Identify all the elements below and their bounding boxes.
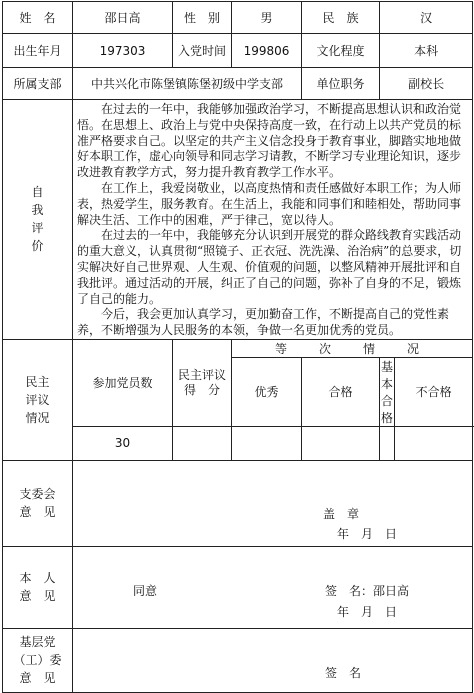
democratic-label-line: 民主 bbox=[25, 374, 50, 389]
grade-basic-value bbox=[380, 426, 395, 460]
branch-opinion-row bbox=[3, 460, 473, 546]
position-label: 单位职务 bbox=[302, 68, 380, 100]
personal-date-text: 年 月 日 bbox=[337, 604, 398, 619]
basic-info-row-1 bbox=[3, 2, 473, 34]
democratic-label-line: 情况 bbox=[25, 410, 50, 425]
grassroots-opinion-content bbox=[73, 628, 473, 692]
name-value: 邵日高 bbox=[73, 2, 173, 34]
stamp-text: 盖 章 bbox=[323, 506, 360, 521]
branch-label: 所属支部 bbox=[3, 68, 73, 100]
grade-unqualified-label: 不合格 bbox=[395, 357, 473, 426]
democratic-label-line: 评议 bbox=[25, 392, 50, 407]
participants-value: 30 bbox=[73, 426, 173, 460]
self-eval-paragraph: 在过去的一年中，我能够充分认识到开展党的群众路线教育实践活动的重大意义，认真贯彻“照镜子、正衣冠、洗洗澡、治治病”的总要求，切实解决好自己世界观、人生观、价值观的问题，以整风精神开展批评和自我批评。通过活动的开展，纠正了自己的问题，弥补了自身的不足，锻炼了自己的能力。 bbox=[77, 228, 462, 306]
gender-label: 性 别 bbox=[173, 2, 232, 34]
branch-opinion-content bbox=[73, 460, 473, 546]
basic-info-row-2 bbox=[3, 34, 473, 68]
branch-opinion-label-line: 意 见 bbox=[19, 505, 56, 520]
grassroots-opinion-label-line: （工）委 bbox=[13, 653, 62, 668]
gender-value: 男 bbox=[232, 2, 302, 34]
personal-opinion-label-line: 意 见 bbox=[19, 589, 56, 604]
join-date-label: 入党时间 bbox=[173, 34, 232, 68]
position-value: 副校长 bbox=[380, 68, 473, 100]
self-eval-paragraph: 在过去的一年中，我能够加强政治学习，不断提高思想认识和政治觉悟。在思想上、政治上与党中央保持高度一致，在行动上以共产党员的标准严格要求自己。以坚定的共产主义信念投身于教育事业，脚踏实地地做好本职工作，虚心向领导和同志学习请教，不断学习专业理论知识，逐步改进教育教学方式，努力提升教育教学工作水平。 bbox=[77, 102, 462, 180]
personal-opinion-label bbox=[3, 546, 73, 628]
personal-opinion-content bbox=[73, 546, 473, 628]
grade-excellent-label: 优秀 bbox=[232, 357, 302, 426]
ethnicity-value: 汉 bbox=[380, 2, 473, 34]
self-evaluation-row bbox=[3, 100, 473, 340]
personal-opinion-text: 同意 bbox=[133, 583, 158, 598]
score-label-line: 民主评议 bbox=[178, 367, 227, 382]
education-value: 本科 bbox=[380, 34, 473, 68]
participants-label: 参加党员数 bbox=[73, 339, 173, 426]
score-label-line: 得 分 bbox=[184, 382, 221, 397]
self-eval-paragraph: 在工作上，我爱岗敬业，以高度热情和责任感做好本职工作；为人师表，热爱学生，服务教育。在生活上，我能和同事们和睦相处，帮助同事解决生活、工作中的困难，严于律己，宽以待人。 bbox=[77, 180, 462, 227]
grade-excellent-value bbox=[232, 426, 302, 460]
basic-info-row-3 bbox=[3, 68, 473, 100]
personal-signature: 签 名：邵日高 bbox=[325, 583, 410, 598]
grassroots-opinion-label-line: 基层党 bbox=[19, 635, 56, 650]
self-eval-label-char: 评 bbox=[31, 221, 44, 236]
self-eval-label-char: 价 bbox=[31, 239, 44, 254]
grade-unqualified-value bbox=[395, 426, 473, 460]
grade-label: 等 次 情 况 bbox=[232, 339, 473, 357]
democratic-values-row bbox=[3, 426, 473, 460]
grade-qualified-label: 合格 bbox=[302, 357, 380, 426]
score-value bbox=[173, 426, 232, 460]
personal-opinion-label-line: 本 人 bbox=[19, 571, 56, 586]
birth-value: 197303 bbox=[73, 34, 173, 68]
grade-basic-label: 基本合格 bbox=[380, 357, 395, 426]
democratic-label bbox=[3, 339, 73, 460]
self-eval-label bbox=[3, 100, 73, 340]
grassroots-opinion-label bbox=[3, 628, 73, 692]
name-label: 姓 名 bbox=[3, 2, 73, 34]
education-label: 文化程度 bbox=[302, 34, 380, 68]
birth-label: 出生年月 bbox=[3, 34, 73, 68]
grassroots-opinion-label-line: 意 见 bbox=[19, 671, 56, 686]
self-eval-text bbox=[73, 100, 473, 340]
ethnicity-label: 民 族 bbox=[302, 2, 380, 34]
self-eval-paragraph: 今后，我会更加认真学习，更加勤奋工作，不断提高自己的党性素养，不断增强为人民服务的本领，争做一名更加优秀的党员。 bbox=[77, 307, 450, 338]
branch-date-text: 年 月 日 bbox=[337, 526, 398, 541]
grade-qualified-value bbox=[302, 426, 380, 460]
evaluation-table bbox=[2, 1, 473, 693]
join-date-value: 199806 bbox=[232, 34, 302, 68]
self-eval-label-char: 我 bbox=[31, 203, 44, 218]
personal-opinion-row bbox=[3, 546, 473, 628]
grassroots-opinion-row bbox=[3, 628, 473, 692]
branch-opinion-label-line: 支委会 bbox=[19, 487, 56, 502]
grassroots-signature: 签 名 bbox=[325, 665, 362, 680]
branch-value: 中共兴化市陈堡镇陈堡初级中学支部 bbox=[73, 68, 302, 100]
score-label bbox=[173, 339, 232, 426]
branch-opinion-label bbox=[3, 460, 73, 546]
democratic-header-row-a bbox=[3, 339, 473, 357]
self-eval-label-char: 自 bbox=[31, 185, 44, 200]
